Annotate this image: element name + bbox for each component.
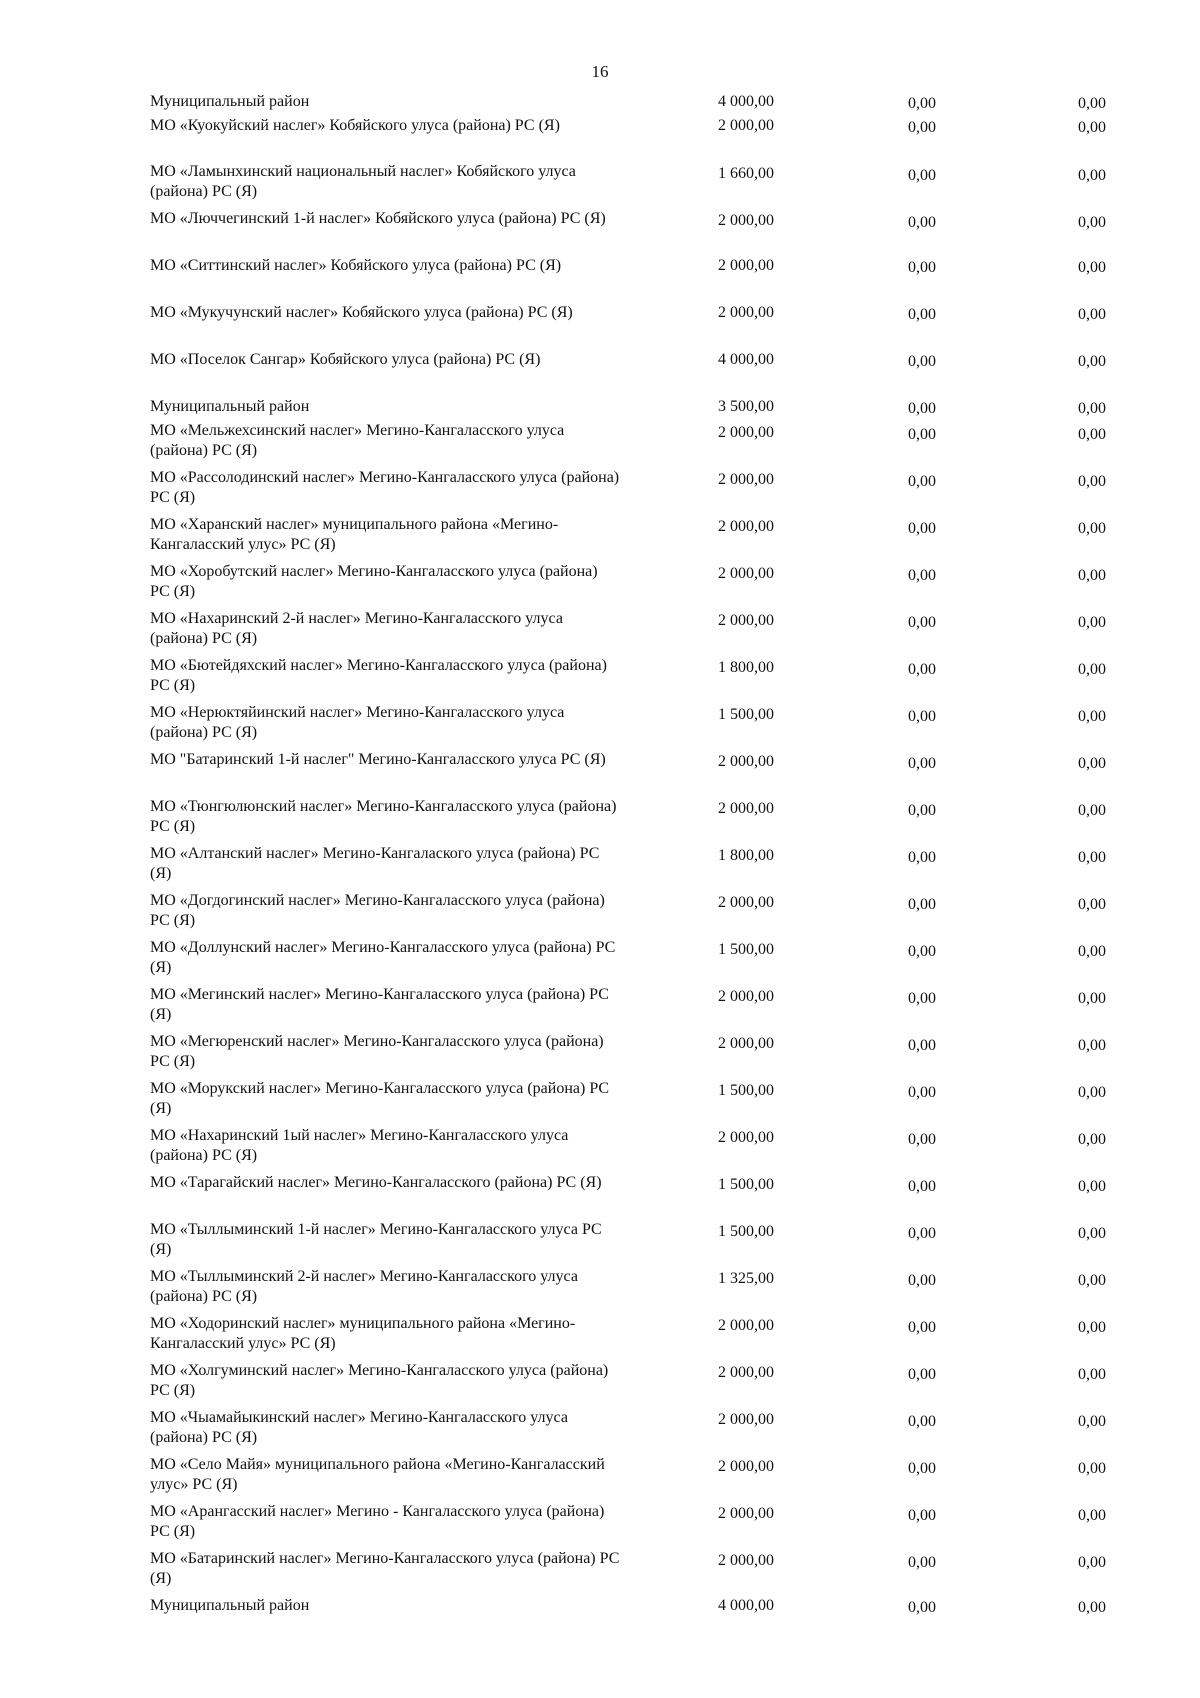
row-value-2: 0,00 bbox=[908, 95, 936, 112]
row-value-3: 0,00 bbox=[1078, 167, 1106, 184]
row-name: МО «Ситтинский наслег» Кобяйского улуса (района) РС (Я) bbox=[150, 257, 562, 274]
row-value-2: 0,00 bbox=[908, 896, 936, 913]
row-amount: 3 500,00 bbox=[718, 398, 774, 415]
row-name: МО «Рассолодинский наслег» Мегино-Кангаласского улуса (района) РС (Я) bbox=[150, 469, 620, 506]
row-value-3: 0,00 bbox=[1078, 755, 1106, 772]
row-name: МО «Батаринский наслег» Мегино-Кангаласского улуса (района) РС (Я) bbox=[150, 1550, 620, 1587]
row-value-3: 0,00 bbox=[1078, 849, 1106, 866]
row-value-2: 0,00 bbox=[908, 1366, 936, 1383]
row-value-3: 0,00 bbox=[1078, 259, 1106, 276]
row-value-2: 0,00 bbox=[908, 400, 936, 417]
row-value-2: 0,00 bbox=[908, 1319, 936, 1336]
row-value-3: 0,00 bbox=[1078, 802, 1106, 819]
row-amount: 1 660,00 bbox=[718, 165, 774, 182]
row-amount: 2 000,00 bbox=[718, 1129, 774, 1146]
row-name: МО "Батаринский 1-й наслег" Мегино-Кангаласского улуса РС (Я) bbox=[150, 751, 606, 768]
row-amount: 1 800,00 bbox=[718, 847, 774, 864]
row-value-3: 0,00 bbox=[1078, 306, 1106, 323]
row-name: МО «Алтанский наслег» Мегино-Кангалаского улуса (района) РС (Я) bbox=[150, 845, 600, 882]
row-name: МО «Люччегинский 1-й наслег» Кобяйского улуса (района) РС (Я) bbox=[150, 210, 606, 227]
row-value-2: 0,00 bbox=[908, 943, 936, 960]
row-value-2: 0,00 bbox=[908, 614, 936, 631]
page-number: 16 bbox=[591, 62, 609, 81]
row-amount: 1 800,00 bbox=[718, 659, 774, 676]
row-value-2: 0,00 bbox=[908, 990, 936, 1007]
row-name: МО «Мукучунский наслег» Кобяйского улуса (района) РС (Я) bbox=[150, 304, 573, 321]
row-amount: 2 000,00 bbox=[718, 753, 774, 770]
row-name: МО «Бютейдяхский наслег» Мегино-Кангаласского улуса (района) РС (Я) bbox=[150, 657, 607, 694]
row-value-3: 0,00 bbox=[1078, 1554, 1106, 1571]
row-value-3: 0,00 bbox=[1078, 214, 1106, 231]
row-amount: 2 000,00 bbox=[718, 1458, 774, 1475]
row-amount: 1 500,00 bbox=[718, 941, 774, 958]
row-value-2: 0,00 bbox=[908, 520, 936, 537]
row-value-3: 0,00 bbox=[1078, 1178, 1106, 1195]
row-value-2: 0,00 bbox=[908, 1460, 936, 1477]
row-name: МО «Тыллыминский 2-й наслег» Мегино-Кангаласского улуса (района) РС (Я) bbox=[150, 1268, 578, 1305]
row-name: МО «Нахаринский 2-й наслег» Мегино-Кангаласского улуса (района) РС (Я) bbox=[150, 610, 563, 647]
row-name: Муниципальный район bbox=[150, 1597, 310, 1614]
row-value-3: 0,00 bbox=[1078, 614, 1106, 631]
row-name: МО «Мегюренский наслег» Мегино-Кангаласского улуса (района) РС (Я) bbox=[150, 1033, 604, 1070]
row-amount: 2 000,00 bbox=[718, 1552, 774, 1569]
row-value-3: 0,00 bbox=[1078, 473, 1106, 490]
row-name: МО «Арангасский наслег» Мегино - Кангаласского улуса (района) РС (Я) bbox=[150, 1503, 605, 1540]
row-value-2: 0,00 bbox=[908, 426, 936, 443]
row-name: МО «Тарагайский наслег» Мегино-Кангаласского (района) РС (Я) bbox=[150, 1174, 602, 1191]
row-value-3: 0,00 bbox=[1078, 1460, 1106, 1477]
row-amount: 2 000,00 bbox=[718, 612, 774, 629]
row-value-2: 0,00 bbox=[908, 1084, 936, 1101]
row-value-3: 0,00 bbox=[1078, 119, 1106, 136]
row-amount: 1 500,00 bbox=[718, 1082, 774, 1099]
row-amount: 4 000,00 bbox=[718, 93, 774, 110]
row-value-3: 0,00 bbox=[1078, 1366, 1106, 1383]
row-value-2: 0,00 bbox=[908, 1037, 936, 1054]
row-value-2: 0,00 bbox=[908, 1507, 936, 1524]
row-amount: 2 000,00 bbox=[718, 212, 774, 229]
row-value-3: 0,00 bbox=[1078, 353, 1106, 370]
row-value-2: 0,00 bbox=[908, 1131, 936, 1148]
row-name: МО «Тюнгюлюнский наслег» Мегино-Кангаласского улуса (района) РС (Я) bbox=[150, 798, 617, 835]
row-amount: 2 000,00 bbox=[718, 988, 774, 1005]
row-value-2: 0,00 bbox=[908, 1599, 936, 1616]
row-amount: 2 000,00 bbox=[718, 1364, 774, 1381]
row-name: МО «Харанский наслег» муниципального района «Мегино-Кангаласский улус» РС (Я) bbox=[150, 516, 559, 553]
row-value-2: 0,00 bbox=[908, 1554, 936, 1571]
row-amount: 2 000,00 bbox=[718, 117, 774, 134]
row-amount: 4 000,00 bbox=[718, 351, 774, 368]
row-value-3: 0,00 bbox=[1078, 943, 1106, 960]
row-value-2: 0,00 bbox=[908, 473, 936, 490]
row-value-2: 0,00 bbox=[908, 755, 936, 772]
row-amount: 2 000,00 bbox=[718, 1317, 774, 1334]
row-name: МО «Нерюктяйинский наслег» Мегино-Кангаласского улуса (района) РС (Я) bbox=[150, 704, 565, 741]
row-amount: 1 500,00 bbox=[718, 1223, 774, 1240]
row-amount: 1 325,00 bbox=[718, 1270, 774, 1287]
row-value-2: 0,00 bbox=[908, 306, 936, 323]
row-value-2: 0,00 bbox=[908, 167, 936, 184]
row-value-3: 0,00 bbox=[1078, 896, 1106, 913]
row-name: МО «Морукский наслег» Мегино-Кангаласского улуса (района) РС (Я) bbox=[150, 1080, 610, 1117]
row-name: МО «Куокуйский наслег» Кобяйского улуса (района) РС (Я) bbox=[150, 117, 560, 134]
row-name: МО «Догдогинский наслег» Мегино-Кангаласского улуса (района) РС (Я) bbox=[150, 892, 605, 929]
row-name: МО «Тыллыминский 1-й наслег» Мегино-Кангаласского улуса РС (Я) bbox=[150, 1221, 602, 1258]
row-name: МО «Поселок Сангар» Кобяйского улуса (района) РС (Я) bbox=[150, 351, 541, 368]
row-name: Муниципальный район bbox=[150, 398, 310, 415]
row-value-3: 0,00 bbox=[1078, 1131, 1106, 1148]
row-amount: 1 500,00 bbox=[718, 1176, 774, 1193]
row-value-3: 0,00 bbox=[1078, 400, 1106, 417]
row-name: МО «Чыамайыкинский наслег» Мегино-Кангаласского улуса (района) РС (Я) bbox=[150, 1409, 568, 1446]
row-value-2: 0,00 bbox=[908, 1225, 936, 1242]
row-value-2: 0,00 bbox=[908, 1272, 936, 1289]
row-value-3: 0,00 bbox=[1078, 1272, 1106, 1289]
row-value-3: 0,00 bbox=[1078, 1319, 1106, 1336]
row-value-2: 0,00 bbox=[908, 849, 936, 866]
row-name: МО «Мегинский наслег» Мегино-Кангаласского улуса (района) РС (Я) bbox=[150, 986, 609, 1023]
row-value-2: 0,00 bbox=[908, 214, 936, 231]
row-value-2: 0,00 bbox=[908, 708, 936, 725]
row-value-3: 0,00 bbox=[1078, 1037, 1106, 1054]
row-value-2: 0,00 bbox=[908, 661, 936, 678]
row-value-3: 0,00 bbox=[1078, 661, 1106, 678]
row-value-2: 0,00 bbox=[908, 802, 936, 819]
row-amount: 4 000,00 bbox=[718, 1597, 774, 1614]
row-value-3: 0,00 bbox=[1078, 1599, 1106, 1616]
row-amount: 2 000,00 bbox=[718, 894, 774, 911]
row-value-3: 0,00 bbox=[1078, 95, 1106, 112]
row-name: МО «Холгуминский наслег» Мегино-Кангаласского улуса (района) РС (Я) bbox=[150, 1362, 609, 1399]
row-name: МО «Ламынхинский национальный наслег» Кобяйского улуса (района) РС (Я) bbox=[150, 163, 576, 200]
row-name: МО «Село Майя» муниципального района «Мегино-Кангаласский улус» РС (Я) bbox=[150, 1456, 605, 1493]
row-name: МО «Мельжехсинский наслег» Мегино-Кангаласского улуса (района) РС (Я) bbox=[150, 422, 565, 459]
row-name: МО «Нахаринский 1ый наслег» Мегино-Кангаласского улуса (района) РС (Я) bbox=[150, 1127, 569, 1164]
row-value-2: 0,00 bbox=[908, 119, 936, 136]
row-amount: 2 000,00 bbox=[718, 1411, 774, 1428]
row-amount: 1 500,00 bbox=[718, 706, 774, 723]
row-amount: 2 000,00 bbox=[718, 304, 774, 321]
row-value-2: 0,00 bbox=[908, 567, 936, 584]
row-value-3: 0,00 bbox=[1078, 708, 1106, 725]
row-value-2: 0,00 bbox=[908, 353, 936, 370]
row-name: МО «Ходоринский наслег» муниципального района «Мегино-Кангаласский улус» РС (Я) bbox=[150, 1315, 576, 1352]
row-value-3: 0,00 bbox=[1078, 567, 1106, 584]
row-value-3: 0,00 bbox=[1078, 1507, 1106, 1524]
row-amount: 2 000,00 bbox=[718, 800, 774, 817]
row-value-3: 0,00 bbox=[1078, 1413, 1106, 1430]
row-amount: 2 000,00 bbox=[718, 518, 774, 535]
row-amount: 2 000,00 bbox=[718, 257, 774, 274]
row-amount: 2 000,00 bbox=[718, 424, 774, 441]
row-value-2: 0,00 bbox=[908, 1178, 936, 1195]
row-amount: 2 000,00 bbox=[718, 471, 774, 488]
row-value-3: 0,00 bbox=[1078, 990, 1106, 1007]
row-amount: 2 000,00 bbox=[718, 1505, 774, 1522]
row-name: Муниципальный район bbox=[150, 93, 310, 110]
row-name: МО «Хоробутский наслег» Мегино-Кангаласского улуса (района) РС (Я) bbox=[150, 563, 598, 600]
row-value-3: 0,00 bbox=[1078, 1225, 1106, 1242]
row-value-3: 0,00 bbox=[1078, 520, 1106, 537]
row-value-2: 0,00 bbox=[908, 259, 936, 276]
row-amount: 2 000,00 bbox=[718, 565, 774, 582]
row-value-3: 0,00 bbox=[1078, 426, 1106, 443]
row-value-2: 0,00 bbox=[908, 1413, 936, 1430]
row-amount: 2 000,00 bbox=[718, 1035, 774, 1052]
row-name: МО «Доллунский наслег» Мегино-Кангаласского улуса (района) РС (Я) bbox=[150, 939, 616, 976]
row-value-3: 0,00 bbox=[1078, 1084, 1106, 1101]
